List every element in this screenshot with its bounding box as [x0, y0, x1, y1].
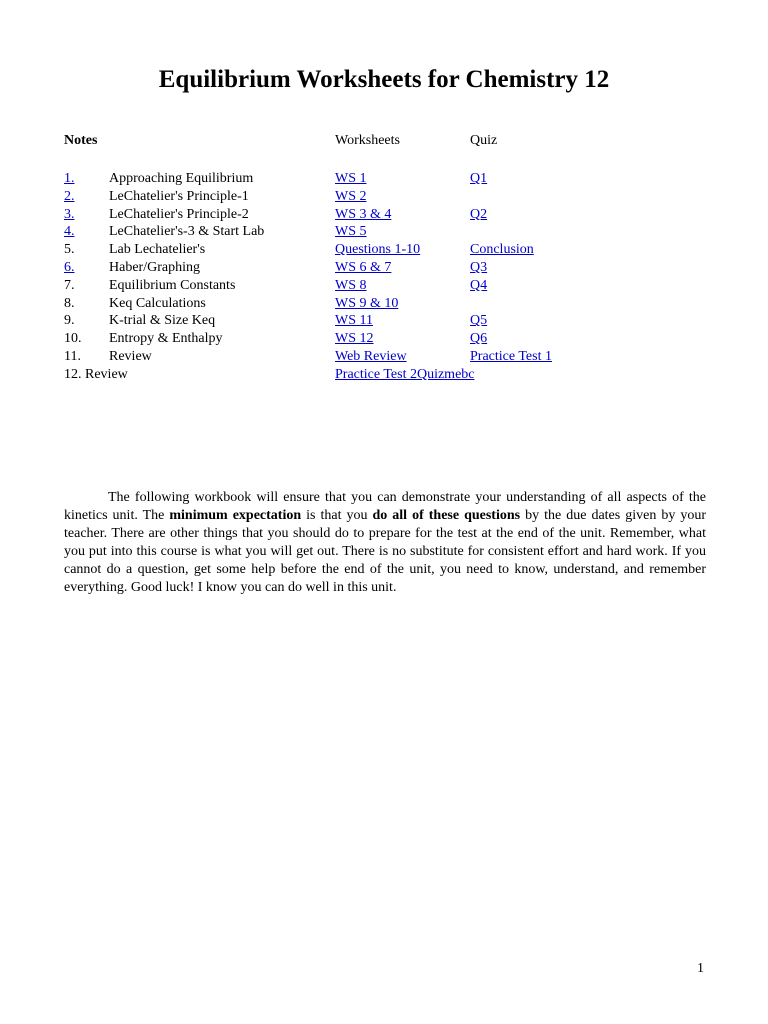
notes-header: Notes: [64, 133, 98, 148]
note-number: 5.: [64, 242, 75, 258]
table-row: [0, 223, 768, 241]
worksheet-link[interactable]: WS 3 & 4: [335, 206, 392, 222]
note-link[interactable]: 6.: [64, 259, 75, 275]
topic-label: K-trial & Size Keq: [109, 313, 216, 329]
para-bold-1: minimum expectation: [169, 508, 302, 523]
note-number: 9.: [64, 313, 75, 329]
row12-label: 12. Review: [64, 366, 128, 382]
practice-test-2-link[interactable]: Practice Test 2: [335, 366, 417, 382]
note-number: 10.: [64, 331, 82, 347]
row12-links: [335, 366, 475, 384]
table-row: [0, 348, 768, 366]
worksheet-link[interactable]: WS 12: [335, 331, 374, 347]
quiz-header: Quiz: [470, 133, 498, 148]
para-text-1: The following workbook will ensure that you can demonstrate your understanding of all aspects of the kinetics unit. The: [64, 490, 706, 523]
worksheet-link[interactable]: WS 6 & 7: [335, 259, 392, 275]
page-title: Equilibrium Worksheets for Chemistry 12: [158, 66, 610, 93]
para-text-2: is that you: [301, 508, 373, 523]
note-number: 8.: [64, 295, 75, 311]
intro-paragraph: [64, 489, 706, 597]
topic-label: LeChatelier's-3 & Start Lab: [109, 224, 265, 240]
quiz-link[interactable]: Conclusion: [470, 242, 534, 258]
quizmebc-link[interactable]: Quizmebc: [416, 366, 475, 382]
note-link[interactable]: 4.: [64, 224, 75, 240]
topic-label: Review: [109, 348, 152, 364]
topic-label: Keq Calculations: [109, 295, 206, 311]
table-row: [0, 330, 768, 348]
table-row: [0, 295, 768, 313]
topic-label: Approaching Equilibrium: [109, 171, 254, 186]
quiz-link[interactable]: Practice Test 1: [470, 348, 552, 364]
table-row: [0, 277, 768, 295]
quiz-link[interactable]: Q5: [470, 313, 488, 329]
topic-label: LeChatelier's Principle-1: [109, 188, 249, 204]
quiz-link[interactable]: Q1: [470, 171, 488, 186]
table-row: [0, 241, 768, 259]
worksheets-header: Worksheets: [335, 133, 400, 148]
topic-label: Lab Lechatelier's: [109, 242, 206, 258]
table-row: [0, 366, 768, 384]
para-text-3: by the due dates given by your teacher. There are other things that you should do to prepare for the test at the end of the unit. Remember, what you put into this course is what you will get out. There is no substitute for consistent effort and hard work. If you cannot do a question, get some help before the end of the unit, you need to know, understand, and remember everything. Good luck! I know you can do well in this unit.: [64, 508, 706, 595]
worksheet-link[interactable]: WS 8: [335, 277, 367, 293]
note-number: 11.: [64, 348, 81, 364]
worksheet-link[interactable]: WS 1: [335, 171, 367, 186]
table-row: [0, 170, 768, 188]
quiz-link[interactable]: Q3: [470, 259, 488, 275]
para-bold-2: do all of these questions: [372, 508, 521, 523]
table-row: [0, 312, 768, 330]
worksheet-link[interactable]: WS 5: [335, 224, 367, 240]
table-row: [0, 206, 768, 224]
topic-label: Haber/Graphing: [109, 259, 200, 275]
note-link[interactable]: 3.: [64, 206, 75, 222]
page-number: 1: [697, 961, 704, 976]
table-row: [0, 259, 768, 277]
topic-label: Entropy & Enthalpy: [109, 331, 223, 347]
worksheet-link[interactable]: WS 9 & 10: [335, 295, 399, 311]
topic-label: Equilibrium Constants: [109, 277, 236, 293]
table-row: [0, 188, 768, 206]
note-link[interactable]: 2.: [64, 188, 75, 204]
worksheet-link[interactable]: WS 11: [335, 313, 373, 329]
quiz-link[interactable]: Q2: [470, 206, 488, 222]
worksheet-link[interactable]: Web Review: [335, 348, 407, 364]
quiz-link[interactable]: Q6: [470, 331, 488, 347]
worksheet-link[interactable]: WS 2: [335, 188, 367, 204]
note-link[interactable]: 1.: [64, 171, 75, 186]
worksheet-link[interactable]: Questions 1-10: [335, 242, 421, 258]
quiz-link[interactable]: Q4: [470, 277, 488, 293]
topic-label: LeChatelier's Principle-2: [109, 206, 249, 222]
note-number: 7.: [64, 277, 75, 293]
unit-table: [0, 170, 768, 384]
